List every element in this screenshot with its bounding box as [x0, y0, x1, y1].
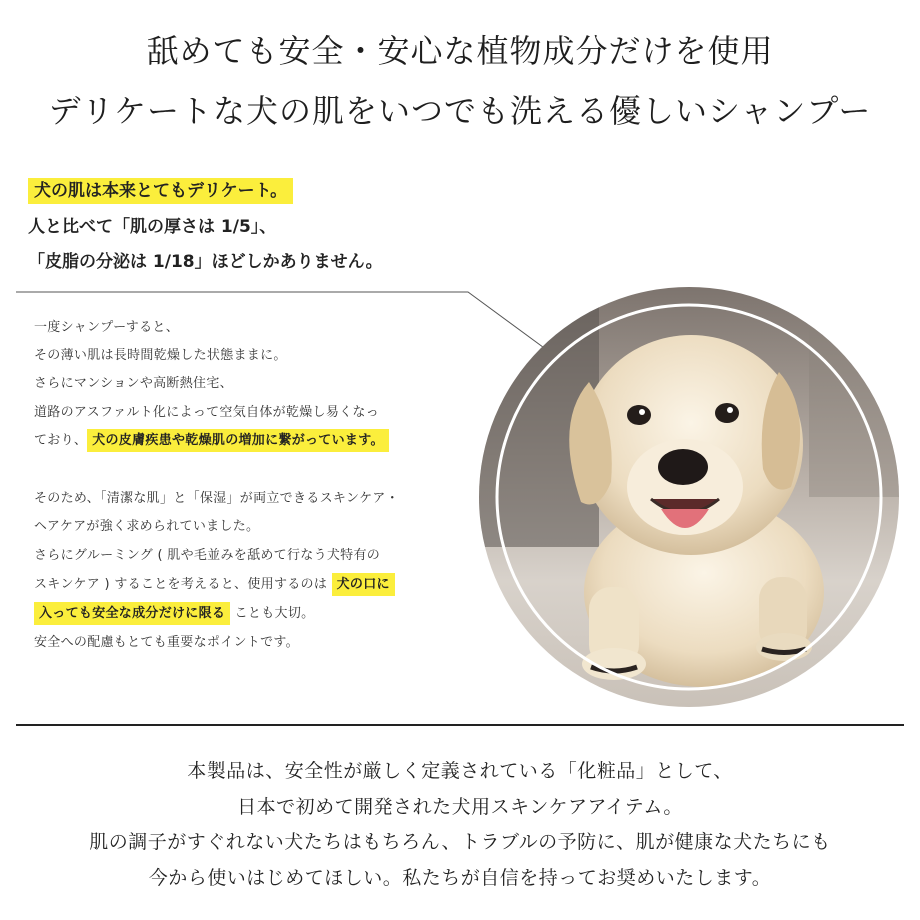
- body-highlight: 犬の皮膚疾患や乾燥肌の増加に繋がっています。: [87, 429, 389, 452]
- body-text: ことも大切。: [230, 606, 315, 621]
- bottom-line-1: 本製品は、安全性が厳しく定義されている「化粧品」として、: [187, 760, 733, 782]
- body-line: その薄い肌は長時間乾燥した状態ままに。: [34, 348, 287, 363]
- bottom-line-3: 肌の調子がすぐれない犬たちはもちろん、トラブルの予防に、肌が健康な犬たちにも: [89, 831, 831, 853]
- body-line: そのため、「清潔な肌」と「保湿」が両立できるスキンケア・: [34, 491, 399, 506]
- lead-line-3: 「皮脂の分泌は 1/18」ほどしかありません。: [28, 252, 383, 272]
- body-line: 安全への配慮もとても重要なポイントです。: [34, 635, 299, 650]
- body-line: さらにグルーミング ( 肌や毛並みを舐めて行なう犬特有の: [34, 548, 381, 563]
- body-line: [34, 429, 389, 448]
- section-divider: [16, 724, 904, 726]
- body-text: ており、: [34, 433, 88, 448]
- bottom-line-2: 日本で初めて開発された犬用スキンケアアイテム。: [237, 796, 683, 818]
- body-line: さらにマンションや高断熱住宅、: [34, 376, 233, 391]
- body-highlight: 犬の口に: [332, 573, 395, 596]
- headline-line-1: 舐めても安全・安心な植物成分だけを使用: [146, 32, 774, 70]
- body-line: 道路のアスファルト化によって空気自体が乾燥し易くなっ: [34, 405, 380, 420]
- body-line: [34, 573, 395, 592]
- body-line: [34, 602, 314, 621]
- body-line: 一度シャンプーすると、: [34, 320, 180, 335]
- lead-highlight: 犬の肌は本来とてもデリケート。: [28, 178, 293, 204]
- body-line: ヘアケアが強く求められていました。: [34, 519, 260, 534]
- headline-line-2: デリケートな犬の肌をいつでも洗える優しいシャンプー: [48, 92, 872, 130]
- puppy-photo: [479, 287, 899, 707]
- lead-line-2: 人と比べて「肌の厚さは 1/5」、: [28, 217, 277, 237]
- bottom-line-4: 今から使いはじめてほしい。私たちが自信を持ってお奨めいたします。: [148, 867, 772, 889]
- body-text: スキンケア ) することを考えると、使用するのは: [34, 577, 332, 592]
- body-highlight: 入っても安全な成分だけに限る: [34, 602, 230, 625]
- puppy-illustration: [479, 287, 899, 707]
